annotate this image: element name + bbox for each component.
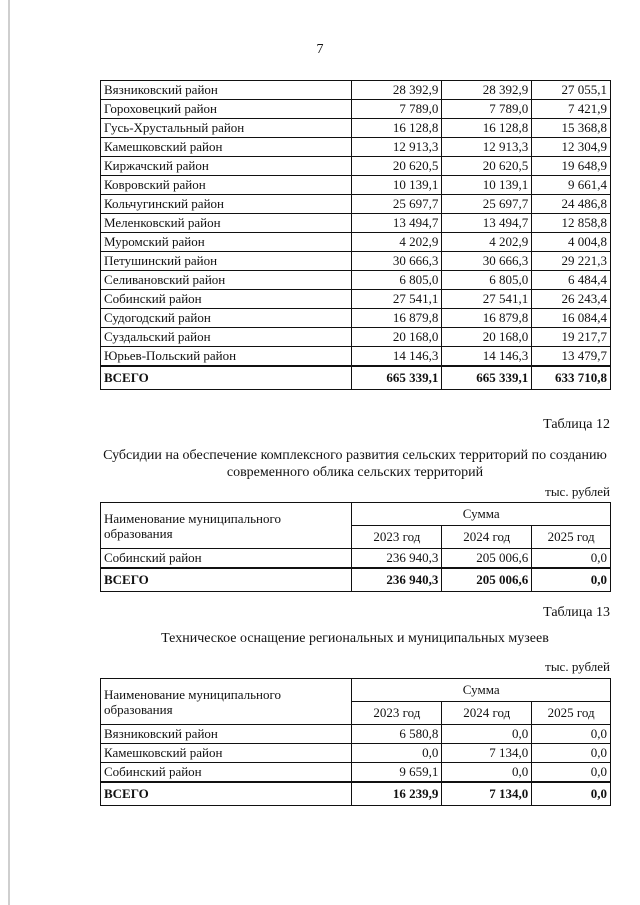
table-row xyxy=(101,309,611,328)
table-row xyxy=(101,549,611,569)
amount-cell: 6 805,0 xyxy=(352,271,442,290)
amount-cell: 20 168,0 xyxy=(442,328,532,347)
table-row xyxy=(101,347,611,367)
amount-cell: 4 202,9 xyxy=(442,233,532,252)
amount-cell: 19 217,7 xyxy=(532,328,611,347)
table-13-title: Техническое оснащение региональных и муниципальных музеев xyxy=(161,631,549,646)
amount-cell: 4 004,8 xyxy=(532,233,611,252)
municipality-name: Селивановский район xyxy=(101,271,352,290)
amount-cell: 24 486,8 xyxy=(532,195,611,214)
amount-cell: 633 710,8 xyxy=(532,366,611,390)
amount-cell: 15 368,8 xyxy=(532,119,611,138)
table-13-label: Таблица 13 xyxy=(543,605,610,620)
amount-cell: 27 541,1 xyxy=(352,290,442,309)
municipality-name: Ковровский район xyxy=(101,176,352,195)
total-row xyxy=(101,782,611,806)
municipality-name: Собинский район xyxy=(101,549,352,569)
amount-cell: 14 146,3 xyxy=(442,347,532,367)
amount-cell: 0,0 xyxy=(532,725,611,744)
amount-cell: 16 128,8 xyxy=(352,119,442,138)
amount-cell: 26 243,4 xyxy=(532,290,611,309)
municipality-name: Юрьев-Польский район xyxy=(101,347,352,367)
amount-cell: 0,0 xyxy=(442,763,532,783)
amount-cell: 7 789,0 xyxy=(442,100,532,119)
municipality-name: Муромский район xyxy=(101,233,352,252)
municipality-name: Вязниковский район xyxy=(101,725,352,744)
table-row xyxy=(101,119,611,138)
amount-cell: 7 421,9 xyxy=(532,100,611,119)
amount-cell: 4 202,9 xyxy=(352,233,442,252)
amount-cell: 12 913,3 xyxy=(352,138,442,157)
table-row xyxy=(101,214,611,233)
municipality-name: ВСЕГО xyxy=(101,366,352,390)
header-sum: Сумма xyxy=(352,679,611,702)
amount-cell: 7 789,0 xyxy=(352,100,442,119)
amount-cell: 9 661,4 xyxy=(532,176,611,195)
amount-cell: 12 858,8 xyxy=(532,214,611,233)
amount-cell: 6 805,0 xyxy=(442,271,532,290)
table-12-label: Таблица 12 xyxy=(543,417,610,432)
amount-cell: 16 879,8 xyxy=(442,309,532,328)
amount-cell: 13 494,7 xyxy=(442,214,532,233)
header-municipality: Наименование муниципального образования xyxy=(101,503,352,549)
amount-cell: 28 392,9 xyxy=(442,81,532,100)
allocation-table-continued xyxy=(100,80,611,390)
amount-cell: 27 541,1 xyxy=(442,290,532,309)
table-row xyxy=(101,233,611,252)
municipality-name: Меленковский район xyxy=(101,214,352,233)
amount-cell: 30 666,3 xyxy=(352,252,442,271)
amount-cell: 0,0 xyxy=(532,744,611,763)
amount-cell: 14 146,3 xyxy=(352,347,442,367)
amount-cell: 16 084,4 xyxy=(532,309,611,328)
amount-cell: 236 940,3 xyxy=(352,568,442,592)
table-row xyxy=(101,195,611,214)
municipality-name: Суздальский район xyxy=(101,328,352,347)
amount-cell: 13 494,7 xyxy=(352,214,442,233)
municipality-name: Петушинский район xyxy=(101,252,352,271)
amount-cell: 0,0 xyxy=(532,763,611,783)
amount-cell: 29 221,3 xyxy=(532,252,611,271)
amount-cell: 28 392,9 xyxy=(352,81,442,100)
amount-cell: 205 006,6 xyxy=(442,568,532,592)
table-13 xyxy=(100,678,611,806)
amount-cell: 6 484,4 xyxy=(532,271,611,290)
table-12-title: Субсидии на обеспечение комплексного развития сельских территорий по созданию современного облика сельских территорий xyxy=(103,448,607,480)
amount-cell: 20 168,0 xyxy=(352,328,442,347)
amount-cell: 16 239,9 xyxy=(352,782,442,806)
municipality-name: ВСЕГО xyxy=(101,782,352,806)
amount-cell: 16 128,8 xyxy=(442,119,532,138)
header-year: 2023 год xyxy=(352,526,442,549)
header-year: 2024 год xyxy=(442,702,532,725)
amount-cell: 27 055,1 xyxy=(532,81,611,100)
total-row xyxy=(101,366,611,390)
table-row xyxy=(101,138,611,157)
table-row xyxy=(101,271,611,290)
table-12-units: тыс. рублей xyxy=(545,484,610,499)
table-row xyxy=(101,763,611,783)
scan-edge xyxy=(8,0,10,905)
table-row xyxy=(101,157,611,176)
header-year: 2025 год xyxy=(532,702,611,725)
amount-cell: 20 620,5 xyxy=(442,157,532,176)
amount-cell: 236 940,3 xyxy=(352,549,442,569)
amount-cell: 0,0 xyxy=(532,549,611,569)
municipality-name: ВСЕГО xyxy=(101,568,352,592)
amount-cell: 10 139,1 xyxy=(352,176,442,195)
table-row xyxy=(101,176,611,195)
municipality-name: Собинский район xyxy=(101,763,352,783)
amount-cell: 205 006,6 xyxy=(442,549,532,569)
municipality-name: Камешковский район xyxy=(101,138,352,157)
header-municipality: Наименование муниципального образования xyxy=(101,679,352,725)
municipality-name: Кольчугинский район xyxy=(101,195,352,214)
amount-cell: 25 697,7 xyxy=(442,195,532,214)
amount-cell: 0,0 xyxy=(352,744,442,763)
amount-cell: 6 580,8 xyxy=(352,725,442,744)
municipality-name: Камешковский район xyxy=(101,744,352,763)
amount-cell: 0,0 xyxy=(532,568,611,592)
amount-cell: 0,0 xyxy=(532,782,611,806)
table-row xyxy=(101,252,611,271)
amount-cell: 13 479,7 xyxy=(532,347,611,367)
amount-cell: 665 339,1 xyxy=(442,366,532,390)
amount-cell: 9 659,1 xyxy=(352,763,442,783)
amount-cell: 19 648,9 xyxy=(532,157,611,176)
amount-cell: 30 666,3 xyxy=(442,252,532,271)
municipality-name: Гусь-Хрустальный район xyxy=(101,119,352,138)
header-sum: Сумма xyxy=(352,503,611,526)
municipality-name: Судогодский район xyxy=(101,309,352,328)
municipality-name: Собинский район xyxy=(101,290,352,309)
amount-cell: 7 134,0 xyxy=(442,744,532,763)
header-year: 2023 год xyxy=(352,702,442,725)
header-year: 2025 год xyxy=(532,526,611,549)
table-row xyxy=(101,744,611,763)
table-row xyxy=(101,100,611,119)
header-year: 2024 год xyxy=(442,526,532,549)
municipality-name: Вязниковский район xyxy=(101,81,352,100)
amount-cell: 25 697,7 xyxy=(352,195,442,214)
municipality-name: Гороховецкий район xyxy=(101,100,352,119)
amount-cell: 665 339,1 xyxy=(352,366,442,390)
amount-cell: 10 139,1 xyxy=(442,176,532,195)
amount-cell: 12 913,3 xyxy=(442,138,532,157)
amount-cell: 0,0 xyxy=(442,725,532,744)
amount-cell: 12 304,9 xyxy=(532,138,611,157)
table-row xyxy=(101,328,611,347)
table-row xyxy=(101,725,611,744)
table-12 xyxy=(100,502,611,592)
table-13-units: тыс. рублей xyxy=(545,659,610,674)
amount-cell: 20 620,5 xyxy=(352,157,442,176)
table-row xyxy=(101,81,611,100)
total-row xyxy=(101,568,611,592)
municipality-name: Киржачский район xyxy=(101,157,352,176)
table-row xyxy=(101,290,611,309)
amount-cell: 16 879,8 xyxy=(352,309,442,328)
page-number: 7 xyxy=(316,42,324,57)
amount-cell: 7 134,0 xyxy=(442,782,532,806)
